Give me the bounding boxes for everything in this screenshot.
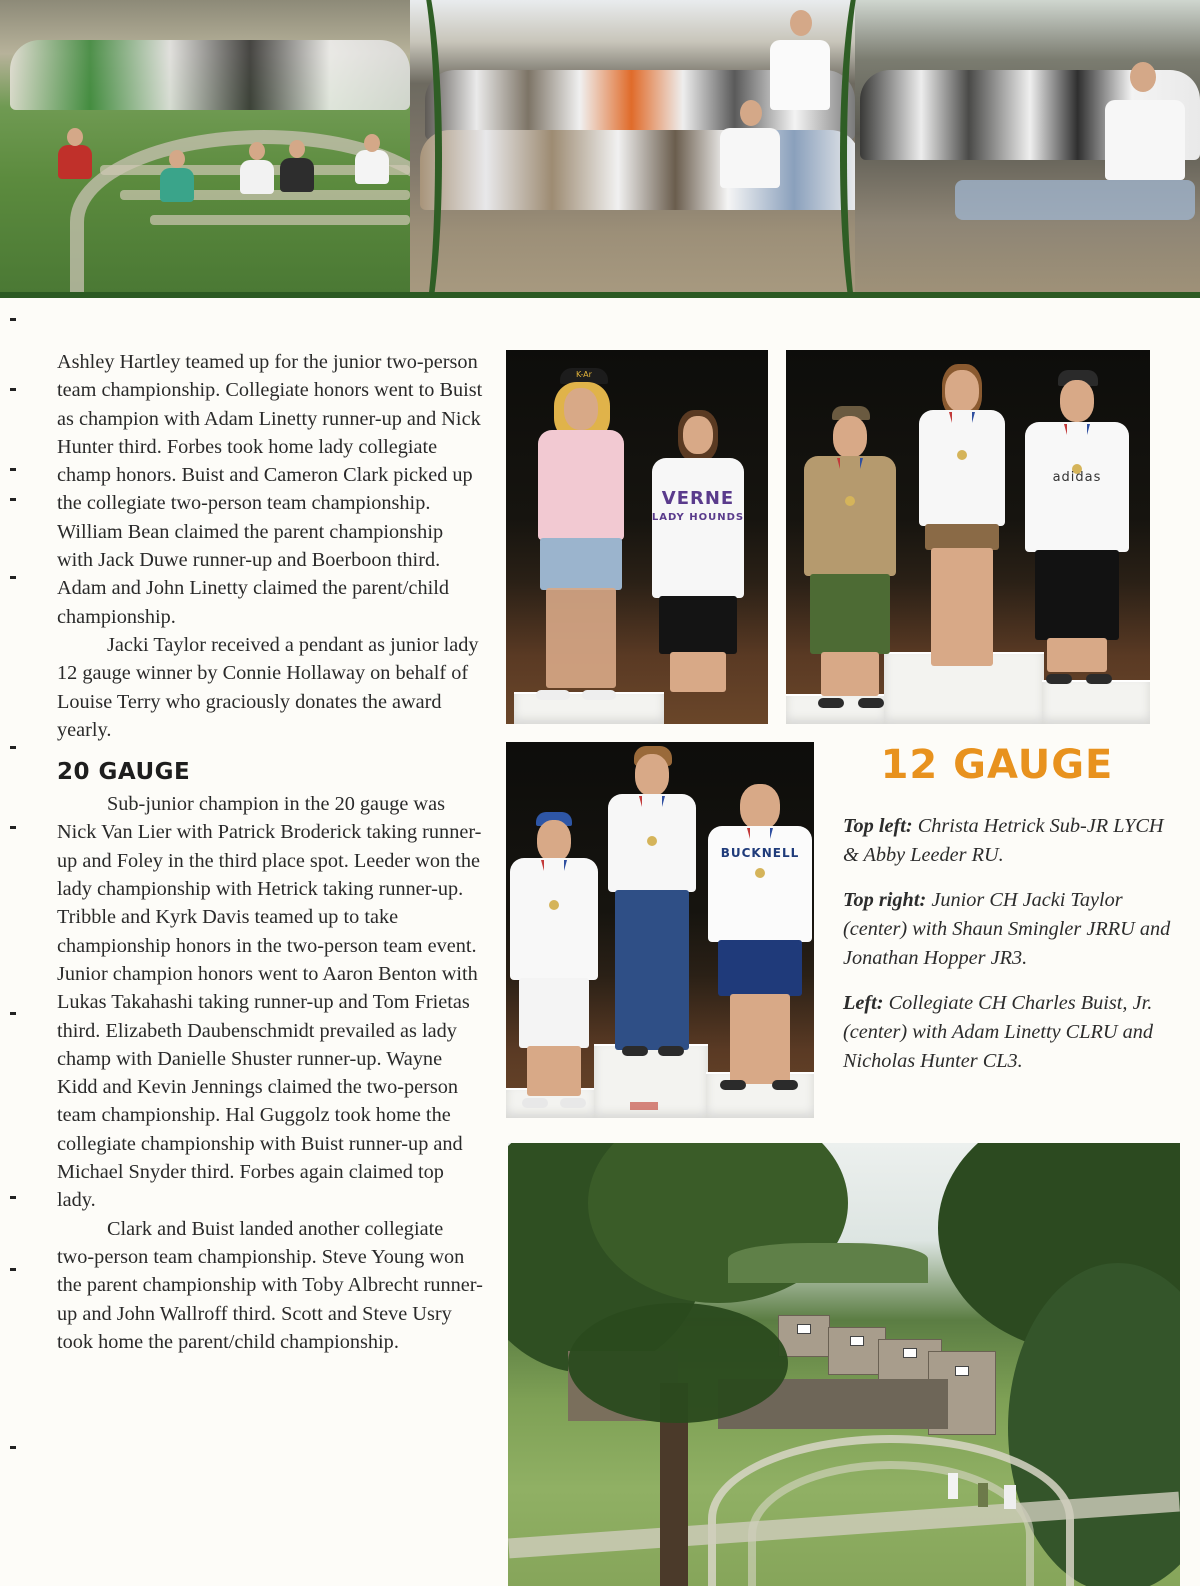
- shirt-text-brand: adidas: [1052, 470, 1102, 485]
- caption-text: Christa Hetrick Sub-JR LYCH & Abby Leeder RU.: [843, 815, 1164, 866]
- shirt-text-school: VERNE: [661, 488, 735, 509]
- article-paragraph: Sub-junior champion in the 20 gauge was Nick Van Lier with Patrick Broderick taking runner-up and Foley in the third place spot. Leeder won the lady championship with Hetrick taking runner-up. Tribble and Kyrk Davis teamed up to take championship honors in the two-person team event. Junior champion honors went to Aaron Benton with Lukas Takahashi taking runner-up and Tom Frietas third. Elizabeth Daubenschmidt prevailed as lady champ with Danielle Shuster runner-up. Wayne Kidd and Kevin Jennings claimed the two-person team championship. Hal Guggolz took home the collegiate championship with Buist runner-up and Michael Snyder third. Forbes again claimed top lady.: [57, 793, 482, 1212]
- caption-label: Top left: [843, 815, 906, 837]
- cap-logo-text: K-Ar: [576, 370, 592, 379]
- caption-top-left: Top left: Christa Hetrick Sub-JR LYCH & Abby Leeder RU.: [843, 815, 1164, 866]
- photo-junior-podium: [786, 350, 1150, 724]
- article-column: [57, 348, 483, 1356]
- photo-lawn-crowd: [0, 0, 420, 298]
- photo-spectators-seated: [410, 0, 865, 298]
- scan-mark: [10, 468, 16, 471]
- scan-mark: [10, 576, 16, 579]
- banner-divider: [0, 292, 1200, 298]
- section-heading-12-gauge: 12 GAUGE: [880, 742, 1114, 788]
- caption-text: Junior CH Jacki Taylor (center) with Shaun Smingler JRRU and Jonathan Hopper JR3.: [843, 889, 1171, 969]
- scan-mark: [10, 826, 16, 829]
- scan-mark: [10, 1196, 16, 1199]
- photo-spectators-bench: [855, 0, 1200, 298]
- caption-left: Left: Collegiate CH Charles Buist, Jr. (center) with Adam Linetty CLRU and Nicholas Hunter CL3.: [843, 992, 1154, 1072]
- article-paragraph: Clark and Buist landed another collegiate two-person team championship. Steve Young won the parent championship with Toby Albrecht runner-up and John Wallroff third. Scott and Steve Usry took home the parent/child championship.: [57, 1217, 483, 1353]
- article-paragraph: Ashley Hartley teamed up for the junior two-person team championship. Collegiate honors went to Buist as champion with Adam Linetty runner-up and Nick Hunter third. Forbes took home lady collegiate champ honors. Buist and Cameron Clark picked up the collegiate two-person team championship. William Bean claimed the parent championship with Jack Duwe runner-up and Boerboon third. Adam and John Linetty claimed the parent/child championship.: [57, 351, 483, 628]
- section-heading-20-gauge: 20 GAUGE: [57, 759, 191, 786]
- photo-shooting-range: [508, 1143, 1180, 1586]
- article-paragraph: Jacki Taylor received a pendant as junior lady 12 gauge winner by Connie Hollaway on behalf of Louise Terry who graciously donates the award yearly.: [57, 633, 479, 741]
- caption-top-right: Top right: Junior CH Jacki Taylor (center) with Shaun Smingler JRRU and Jonathan Hopper JR3.: [843, 889, 1171, 969]
- caption-label: Left: [843, 992, 877, 1014]
- shirt-text-college: BUCKNELL: [720, 846, 800, 860]
- scan-mark: [10, 1012, 16, 1015]
- scan-mark: [10, 746, 16, 749]
- scan-mark: [10, 388, 16, 391]
- photo-collegiate-podium: [506, 742, 814, 1118]
- scan-mark: [10, 318, 16, 321]
- top-photo-banner: [0, 0, 1200, 298]
- scan-mark: [10, 498, 16, 501]
- caption-label: Top right: [843, 889, 920, 911]
- photo-award-presentation: [506, 350, 768, 724]
- scan-mark: [10, 1268, 16, 1271]
- shirt-text-team: LADY HOUNDS: [651, 512, 745, 523]
- scan-mark: [10, 1446, 16, 1449]
- caption-text: Collegiate CH Charles Buist, Jr. (center) with Adam Linetty CLRU and Nicholas Hunter CL3.: [843, 992, 1154, 1072]
